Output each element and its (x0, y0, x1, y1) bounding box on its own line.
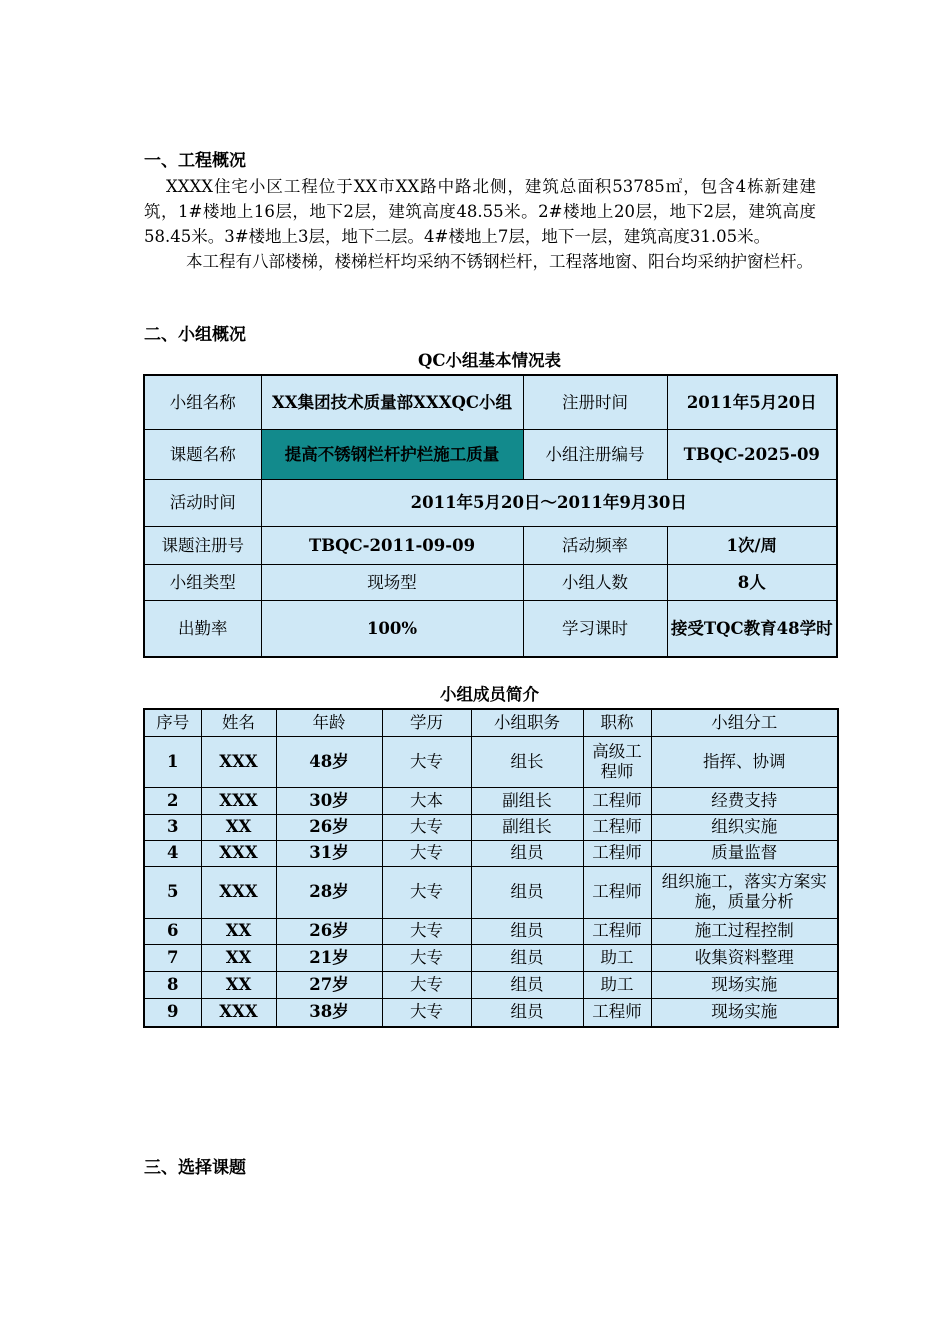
cell-name: XXX (201, 736, 276, 787)
cell-age: 30岁 (276, 787, 382, 814)
cell-title: 工程师 (583, 918, 651, 944)
table-row (144, 526, 837, 564)
table-row (144, 814, 838, 840)
header-education: 学历 (382, 709, 471, 736)
table-row (144, 971, 838, 998)
cell-role: 组员 (471, 998, 583, 1027)
cell-duty: 施工过程控制 (651, 918, 838, 944)
cell-duty: 指挥、协调 (651, 736, 838, 787)
table-row (144, 600, 837, 657)
header-index: 序号 (144, 709, 201, 736)
members-table-caption: 小组成员简介 (440, 685, 539, 704)
cell-education: 大专 (382, 736, 471, 787)
cell-duty: 经费支持 (651, 787, 838, 814)
cell-title: 工程师 (583, 814, 651, 840)
cell-title: 工程师 (583, 998, 651, 1027)
value-activity-time: 2011年5月20日～2011年9月30日 (261, 479, 837, 526)
qc-basic-info-table (143, 374, 838, 658)
header-role: 小组职务 (471, 709, 583, 736)
table-row (144, 479, 837, 526)
cell-age: 31岁 (276, 840, 382, 866)
section-1-title: 一、工程概况 (144, 151, 246, 171)
label-activity-time: 活动时间 (144, 479, 261, 526)
cell-index: 2 (144, 787, 201, 814)
cell-age: 28岁 (276, 866, 382, 918)
cell-duty: 质量监督 (651, 840, 838, 866)
cell-index: 6 (144, 918, 201, 944)
header-title: 职称 (583, 709, 651, 736)
value-study-hours: 接受TQC教育48学时 (667, 600, 837, 657)
table-row (144, 998, 838, 1027)
cell-index: 9 (144, 998, 201, 1027)
cell-role: 副组长 (471, 787, 583, 814)
value-group-register-number: TBQC-2025-09 (667, 429, 837, 479)
cell-education: 大专 (382, 918, 471, 944)
label-study-hours: 学习课时 (523, 600, 667, 657)
cell-education: 大专 (382, 998, 471, 1027)
cell-education: 大专 (382, 840, 471, 866)
section-2-title: 二、小组概况 (144, 325, 246, 345)
cell-age: 27岁 (276, 971, 382, 998)
cell-duty: 现场实施 (651, 971, 838, 998)
cell-role: 副组长 (471, 814, 583, 840)
label-group-name: 小组名称 (144, 375, 261, 429)
label-group-size: 小组人数 (523, 564, 667, 600)
basic-table-caption: QC小组基本情况表 (417, 351, 561, 370)
cell-title: 工程师 (583, 840, 651, 866)
table-row (144, 840, 838, 866)
label-topic-register-number: 课题注册号 (144, 526, 261, 564)
cell-education: 大专 (382, 944, 471, 971)
cell-education: 大专 (382, 866, 471, 918)
cell-title: 高级工程师 (583, 736, 651, 787)
cell-role: 组员 (471, 971, 583, 998)
cell-index: 8 (144, 971, 201, 998)
header-name: 姓名 (201, 709, 276, 736)
cell-age: 38岁 (276, 998, 382, 1027)
value-activity-frequency: 1次/周 (667, 526, 837, 564)
cell-education: 大专 (382, 971, 471, 998)
cell-index: 1 (144, 736, 201, 787)
cell-duty: 现场实施 (651, 998, 838, 1027)
cell-age: 26岁 (276, 918, 382, 944)
value-attendance: 100% (261, 600, 523, 657)
cell-title: 工程师 (583, 787, 651, 814)
cell-education: 大专 (382, 814, 471, 840)
cell-index: 3 (144, 814, 201, 840)
cell-name: XXX (201, 840, 276, 866)
table-row (144, 918, 838, 944)
cell-duty: 组织实施 (651, 814, 838, 840)
value-group-name: XX集团技术质量部XXXQC小组 (261, 375, 523, 429)
table-row (144, 375, 837, 429)
cell-index: 5 (144, 866, 201, 918)
table-row (144, 787, 838, 814)
cell-name: XX (201, 918, 276, 944)
cell-role: 组员 (471, 944, 583, 971)
value-group-size: 8人 (667, 564, 837, 600)
cell-duty: 组织施工，落实方案实施，质量分析 (651, 866, 838, 918)
label-topic-name: 课题名称 (144, 429, 261, 479)
label-activity-frequency: 活动频率 (523, 526, 667, 564)
cell-name: XX (201, 971, 276, 998)
table-row (144, 944, 838, 971)
cell-name: XX (201, 944, 276, 971)
cell-education: 大本 (382, 787, 471, 814)
cell-name: XXX (201, 866, 276, 918)
cell-index: 4 (144, 840, 201, 866)
table-row (144, 736, 838, 787)
cell-role: 组长 (471, 736, 583, 787)
overview-paragraph-1: XXXX住宅小区工程位于XX市XX路中路北侧，建筑总面积53785㎡，包含4栋新建建筑，1#楼地上16层，地下2层，建筑高度48.55米。2#楼地上20层，地下2层，建筑高度58.45米。3#楼地上3层，地下二层。4#楼地上7层，地下一层，建筑高度31.05米。 (144, 177, 816, 246)
table-row (144, 429, 837, 479)
table-row (144, 564, 837, 600)
cell-duty: 收集资料整理 (651, 944, 838, 971)
cell-name: XX (201, 814, 276, 840)
header-duty: 小组分工 (651, 709, 838, 736)
value-group-type: 现场型 (261, 564, 523, 600)
cell-index: 7 (144, 944, 201, 971)
label-group-type: 小组类型 (144, 564, 261, 600)
overview-paragraph-2: 本工程有八部楼梯，楼梯栏杆均采纳不锈钢栏杆，工程落地窗、阳台均采纳护窗栏杆。 (186, 252, 813, 271)
section-3-title: 三、选择课题 (144, 1158, 246, 1178)
cell-role: 组员 (471, 866, 583, 918)
members-table (143, 708, 839, 1028)
label-attendance: 出勤率 (144, 600, 261, 657)
cell-name: XXX (201, 787, 276, 814)
value-topic-register-number: TBQC-2011-09-09 (261, 526, 523, 564)
cell-age: 21岁 (276, 944, 382, 971)
table-row (144, 866, 838, 918)
value-topic-name: 提高不锈钢栏杆护栏施工质量 (261, 429, 523, 479)
cell-age: 48岁 (276, 736, 382, 787)
cell-role: 组员 (471, 840, 583, 866)
label-register-time: 注册时间 (523, 375, 667, 429)
cell-title: 助工 (583, 971, 651, 998)
label-group-register-number: 小组注册编号 (523, 429, 667, 479)
members-header-row (144, 709, 838, 736)
value-register-time: 2011年5月20日 (667, 375, 837, 429)
overview-text (144, 174, 816, 274)
cell-age: 26岁 (276, 814, 382, 840)
cell-title: 助工 (583, 944, 651, 971)
header-age: 年龄 (276, 709, 382, 736)
cell-role: 组员 (471, 918, 583, 944)
cell-title: 工程师 (583, 866, 651, 918)
cell-name: XXX (201, 998, 276, 1027)
